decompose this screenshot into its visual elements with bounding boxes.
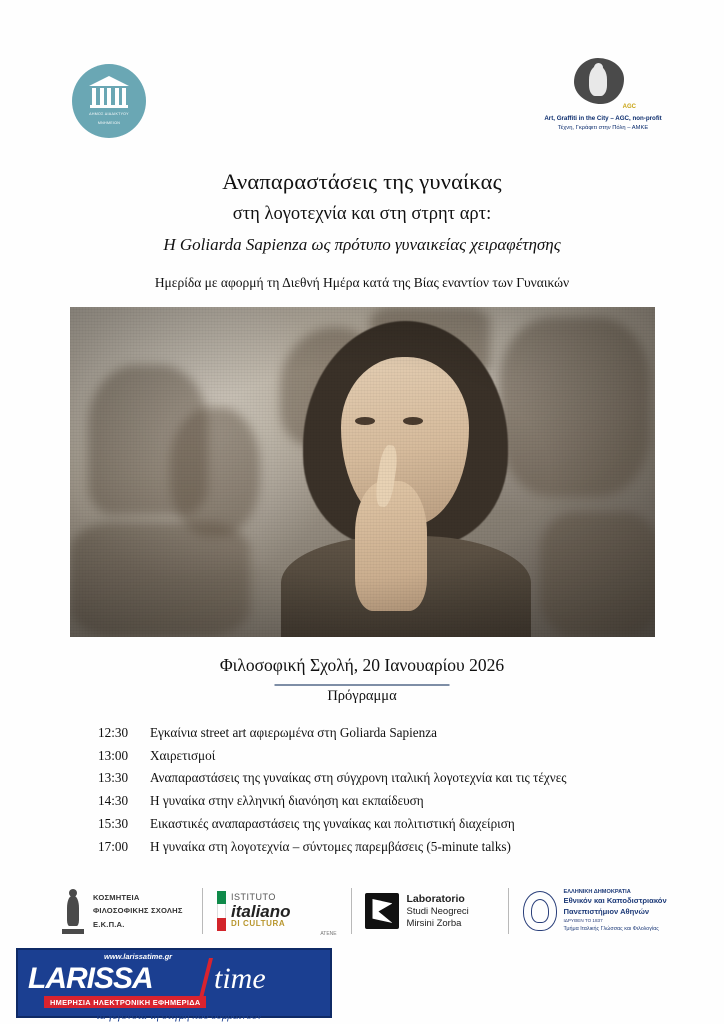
page-title: Αναπαραστάσεις της γυναίκας bbox=[222, 169, 502, 194]
agc-logo-line-1: Art, Graffiti in the City – AGC, non-profit bbox=[544, 115, 662, 122]
program-list bbox=[98, 726, 664, 862]
banner-slash-accent bbox=[199, 958, 213, 998]
program-time: 12:30 bbox=[98, 725, 129, 740]
sponsor2-line-2: italiano bbox=[231, 901, 291, 921]
program-time: 14:30 bbox=[98, 793, 129, 809]
page-subtitle: στη λογοτεχνία και στη στρητ αρτ: bbox=[232, 204, 492, 225]
program-row bbox=[98, 771, 664, 784]
sponsor-divider bbox=[351, 888, 352, 934]
banner-word-larissa: LARISSA bbox=[28, 962, 153, 995]
sponsor-logo-laboratorio-studi-neogreci bbox=[365, 883, 493, 939]
program-row bbox=[98, 817, 664, 830]
program-row bbox=[98, 840, 664, 853]
program-row bbox=[98, 749, 664, 762]
sponsor-logo-istituto-italiano bbox=[217, 883, 337, 939]
italian-flag-icon bbox=[217, 891, 226, 931]
divider bbox=[275, 684, 450, 686]
university-emblem-icon bbox=[523, 891, 557, 931]
program-time: 13:30 bbox=[98, 770, 129, 786]
title-block bbox=[0, 168, 724, 291]
program-text: Αναπαραστάσεις της γυναίκας στη σύγχρονη ιταλική λογοτεχνία και τις τέχνες bbox=[150, 770, 567, 786]
sponsor2-line-1: ISTITUTO bbox=[231, 892, 276, 903]
banner-word-time: time bbox=[214, 962, 266, 995]
program-heading: Πρόγραμμα bbox=[327, 688, 397, 704]
program-row bbox=[98, 726, 664, 739]
sponsor-row bbox=[60, 880, 672, 942]
sponsor4-line-3: ΙΔΡΥΘΕΝ ΤΟ 1837 bbox=[563, 917, 603, 923]
program-text: Χαιρετισμοί bbox=[150, 747, 216, 763]
museum-logo-label-2: ΜΝΗΜΕΙΩΝ bbox=[97, 121, 121, 125]
program-time: 17:00 bbox=[98, 838, 129, 854]
sponsor2-line-3: DI CULTURA bbox=[231, 919, 286, 929]
program-text: Η γυναίκα στη λογοτεχνία – σύντομες παρεμβάσεις (5-minute talks) bbox=[150, 838, 511, 854]
sponsor4-line-1: Εθνικόν και Καποδιστριακόν bbox=[563, 896, 667, 906]
temple-icon bbox=[89, 76, 129, 108]
program-text: Εγκαίνια street art αφιερωμένα στη Goliarda Sapienza bbox=[150, 725, 437, 740]
sponsor3-line-2: Studi Neogreci bbox=[406, 905, 469, 917]
hero-photo bbox=[70, 307, 655, 637]
sponsor1-line-2: ΦΙΛΟΣΟΦΙΚΗΣ ΣΧΟΛΗΣ bbox=[93, 906, 183, 916]
sponsor-divider bbox=[202, 888, 203, 934]
venue-line: Φιλοσοφική Σχολή, 20 Ιανουαρίου 2026 bbox=[219, 655, 505, 675]
sponsor1-line-1: ΚΟΣΜΗΤΕΙΑ bbox=[93, 893, 140, 903]
sponsor1-line-3: Ε.Κ.Π.Α. bbox=[93, 919, 125, 929]
statue-icon bbox=[60, 888, 86, 934]
graffiti-figure-icon bbox=[572, 58, 634, 112]
agc-logo bbox=[538, 58, 668, 131]
program-text: Η γυναίκα στην ελληνική διανόηση και εκπαίδευση bbox=[150, 793, 424, 809]
banner-strip-label: ΗΜΕΡΗΣΙΑ ΗΛΕΚΤΡΟΝΙΚΗ ΕΦΗΜΕΡΙΔΑ bbox=[44, 996, 206, 1008]
header bbox=[0, 58, 724, 158]
photo-vignette bbox=[70, 307, 655, 637]
sponsor-logo-uoa bbox=[523, 883, 673, 939]
sponsor-divider bbox=[508, 888, 509, 934]
sponsor4-line-2: Πανεπιστήμιον Αθηνών bbox=[563, 906, 650, 916]
program-time: 15:30 bbox=[98, 815, 129, 831]
banner-tagline: τα γεγονότα τη στιγμή που συμβαίνουν bbox=[96, 1010, 262, 1022]
sponsor2-line-4: ATENE bbox=[320, 931, 337, 937]
program-text: Εικαστικές αναπαραστάσεις της γυναίκας και πολιτιστική διαχείριση bbox=[150, 815, 515, 831]
event-note: Ημερίδα με αφορμή τη Διεθνή Ημέρα κατά της Βίας εναντίον των Γυναικών bbox=[154, 275, 570, 291]
agc-mark-text: AGC bbox=[622, 104, 636, 110]
page-subtitle-italic: Η Goliarda Sapienza ως πρότυπο γυναικείας χειραφέτησης bbox=[163, 235, 561, 255]
museum-logo-label-1: ΔΗΜΟΣ ΔΙΑΔΙΚΤΥΟΥ bbox=[89, 111, 129, 116]
sponsor-logo-ekpa-faculty bbox=[60, 883, 188, 939]
program-time: 13:00 bbox=[98, 747, 129, 763]
sponsor3-line-1: Laboratorio bbox=[406, 892, 465, 905]
sponsor4-line-0: ΕΛΛΗΝΙΚΗ ΔΗΜΟΚΡΑΤΙΑ bbox=[563, 888, 631, 895]
sponsor3-line-3: Mirsini Zorba bbox=[406, 917, 462, 929]
larissatime-banner[interactable] bbox=[16, 948, 332, 1018]
sponsor4-line-4: Τμήμα Ιταλικής Γλώσσας και Φιλολογίας bbox=[563, 925, 659, 932]
museum-logo bbox=[72, 64, 146, 138]
lab-mark-icon bbox=[365, 893, 399, 929]
banner-website[interactable]: www.larissatime.gr bbox=[104, 952, 173, 961]
agc-logo-line-2: Τέχνη, Γκράφιτι στην Πόλη – ΑΜΚΕ bbox=[557, 125, 649, 131]
program-row bbox=[98, 794, 664, 807]
